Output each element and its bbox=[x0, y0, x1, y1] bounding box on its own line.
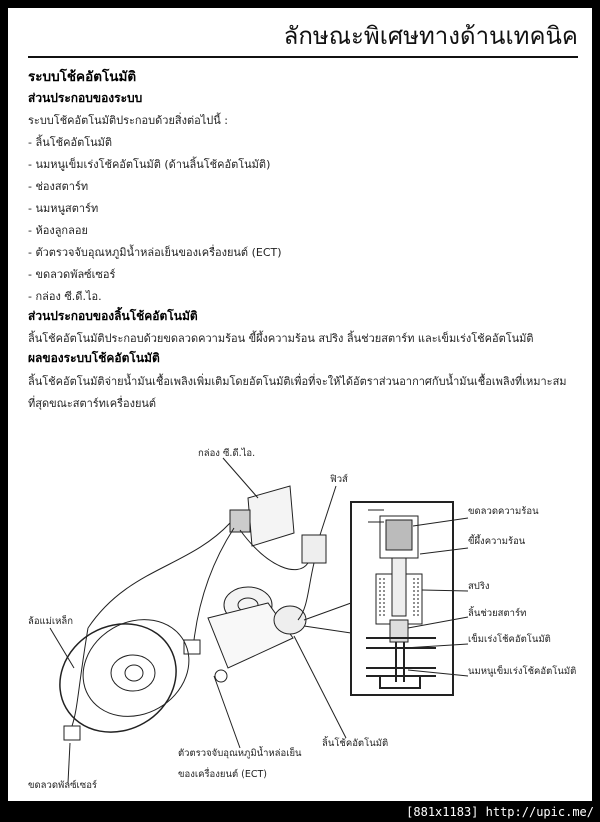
component-item: - ตัวตรวจจับอุณหภูมิน้ำหล่อเย็นของเครื่องยนต์ (ECT) bbox=[28, 246, 282, 259]
component-item: - นมหนูเข็มเร่งโช้คอัตโนมัติ (ด้านลิ้นโช้คอัตโนมัติ) bbox=[28, 158, 271, 171]
choke-valve-section bbox=[366, 510, 436, 688]
label-fuse: ฟิวส์ bbox=[330, 474, 348, 485]
component-item: - ลิ้นโช้คอัตโนมัติ bbox=[28, 136, 113, 149]
label-heater: ขดลวดความร้อน bbox=[468, 506, 539, 517]
effect-text: ที่สุดขณะสตาร์ทเครื่องยนต์ bbox=[28, 397, 157, 410]
fuse-drawing bbox=[302, 535, 326, 563]
component-item: - ห้องลูกลอย bbox=[28, 224, 88, 237]
carburetor-drawing bbox=[184, 587, 306, 682]
page-title: ลักษณะพิเศษทางด้านเทคนิค bbox=[283, 22, 578, 50]
wire bbox=[72, 628, 88, 726]
label-cdi: กล่อง ซี.ดี.ไอ. bbox=[198, 448, 256, 459]
valve-heading: ส่วนประกอบของลิ้นโช้คอัตโนมัติ bbox=[28, 309, 198, 323]
label-spring: สปริง bbox=[468, 581, 490, 592]
label-auto-choke: ลิ้นโช้คอัตโนมัติ bbox=[322, 738, 389, 749]
pulser-drawing bbox=[64, 726, 80, 740]
watermark: [881x1183] http://upic.me/ bbox=[406, 805, 594, 819]
manual-page bbox=[8, 8, 592, 801]
label-ect: ตัวตรวจจับอุณหภูมิน้ำหล่อเย็น bbox=[178, 748, 302, 759]
auto-choke-diagram bbox=[8, 8, 592, 801]
label-flywheel: ล้อแม่เหล็ก bbox=[28, 616, 73, 627]
effect-heading: ผลของระบบโช้คอัตโนมัติ bbox=[28, 351, 160, 365]
label-ect: ของเครื่องยนต์ (ECT) bbox=[178, 769, 267, 780]
wire bbox=[88, 523, 230, 628]
label-needle: เข็มเร่งโช้คอัตโนมัติ bbox=[468, 634, 551, 645]
label-wax: ขี้ผึ้งความร้อน bbox=[468, 536, 526, 547]
section-title: ระบบโช้คอัตโนมัติ bbox=[28, 69, 137, 85]
label-needle-jet: นมหนูเข็มเร่งโช้คอัตโนมัติ bbox=[468, 666, 577, 677]
components-heading: ส่วนประกอบของระบบ bbox=[28, 91, 143, 105]
valve-text: ลิ้นโช้คอัตโนมัติประกอบด้วยขดลวดความร้อน ขี้ผึ้งความร้อน สปริง ลิ้นช่วยสตาร์ท และเข็มเร่งโช้คอัตโนมัติ bbox=[28, 332, 534, 345]
effect-text: ลิ้นโช้คอัตโนมัติจ่ายน้ำมันเชื้อเพลิงเพิ่มเติมโดยอัตโนมัติเพื่อที่จะให้ได้อัตราส่วนอากาศกับน้ำมันเชื้อเพลิงที่เหมาะสม bbox=[28, 375, 567, 388]
components-intro: ระบบโช้คอัตโนมัติประกอบด้วยสิ่งต่อไปนี้ : bbox=[28, 114, 228, 127]
label-pulser: ขดลวดพัลซ์เซอร์ bbox=[28, 780, 98, 791]
cdi-drawing bbox=[230, 486, 294, 546]
component-item: - นมหนูสตาร์ท bbox=[28, 202, 99, 215]
component-item: - กล่อง ซี.ดี.ไอ. bbox=[28, 290, 102, 303]
label-starter-valve: ลิ้นช่วยสตาร์ท bbox=[468, 608, 527, 619]
component-item: - ช่องสตาร์ท bbox=[28, 180, 89, 193]
component-item: - ขดลวดพัลซ์เซอร์ bbox=[28, 268, 116, 281]
